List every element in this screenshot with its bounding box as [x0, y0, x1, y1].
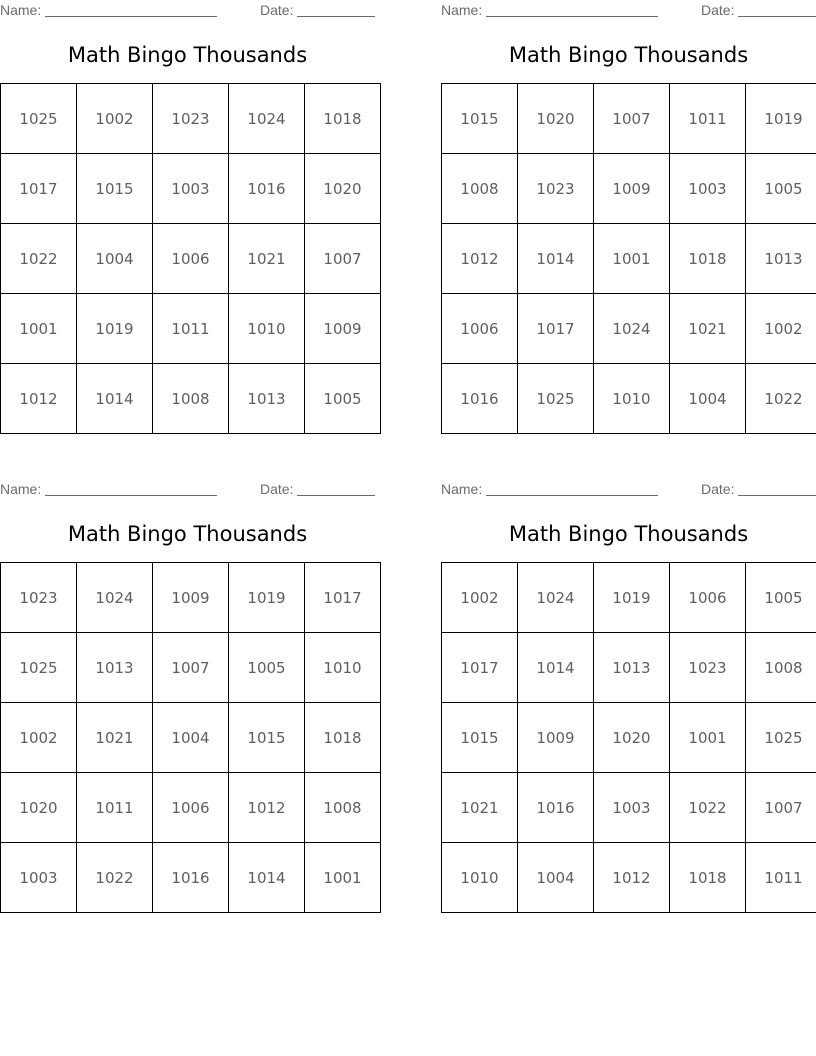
name-date-row [0, 481, 375, 499]
grid-row [442, 703, 816, 773]
grid-cell: 1006 [670, 563, 746, 633]
bingo-grid [441, 83, 816, 434]
grid-cell: 1009 [518, 703, 594, 773]
grid-cell: 1010 [229, 294, 305, 364]
grid-cell: 1018 [670, 843, 746, 913]
grid-cell: 1004 [518, 843, 594, 913]
grid-row [1, 364, 381, 434]
name-date-row [0, 2, 375, 20]
grid-row [1, 294, 381, 364]
date-blank-line [297, 16, 375, 17]
grid-cell: 1023 [670, 633, 746, 703]
date-label: Date: [701, 481, 735, 497]
grid-cell: 1014 [77, 364, 153, 434]
card-title: Math Bingo Thousands [67, 522, 308, 546]
grid-cell: 1016 [518, 773, 594, 843]
grid-cell: 1007 [746, 773, 816, 843]
grid-cell: 1001 [670, 703, 746, 773]
grid-cell: 1007 [153, 633, 229, 703]
grid-row [1, 703, 381, 773]
grid-row [442, 224, 816, 294]
grid-cell: 1017 [518, 294, 594, 364]
grid-row [1, 84, 381, 154]
grid-row [442, 294, 816, 364]
grid-cell: 1016 [229, 154, 305, 224]
grid-cell: 1016 [442, 364, 518, 434]
grid-cell: 1024 [229, 84, 305, 154]
grid-cell: 1005 [305, 364, 381, 434]
grid-cell: 1019 [746, 84, 816, 154]
grid-row [1, 843, 381, 913]
grid-cell: 1021 [229, 224, 305, 294]
grid-cell: 1001 [1, 294, 77, 364]
grid-cell: 1008 [305, 773, 381, 843]
grid-cell: 1005 [229, 633, 305, 703]
card-title: Math Bingo Thousands [508, 43, 749, 67]
grid-row [442, 364, 816, 434]
grid-cell: 1011 [670, 84, 746, 154]
grid-row [442, 84, 816, 154]
grid-cell: 1018 [305, 703, 381, 773]
grid-cell: 1015 [77, 154, 153, 224]
name-blank-line [486, 16, 658, 17]
name-label: Name: [0, 481, 42, 497]
grid-cell: 1022 [77, 843, 153, 913]
grid-cell: 1005 [746, 154, 816, 224]
name-blank-line [45, 16, 217, 17]
grid-cell: 1004 [670, 364, 746, 434]
name-blank-line [45, 495, 217, 496]
grid-cell: 1014 [229, 843, 305, 913]
bingo-grid [0, 562, 381, 913]
card-title: Math Bingo Thousands [67, 43, 308, 67]
grid-cell: 1019 [77, 294, 153, 364]
grid-cell: 1025 [1, 633, 77, 703]
grid-row [1, 773, 381, 843]
grid-cell: 1009 [153, 563, 229, 633]
grid-row [442, 633, 816, 703]
grid-cell: 1022 [670, 773, 746, 843]
grid-cell: 1017 [442, 633, 518, 703]
grid-cell: 1011 [746, 843, 816, 913]
grid-cell: 1019 [229, 563, 305, 633]
grid-row [1, 633, 381, 703]
grid-cell: 1022 [746, 364, 816, 434]
grid-cell: 1006 [442, 294, 518, 364]
grid-cell: 1006 [153, 224, 229, 294]
grid-cell: 1012 [1, 364, 77, 434]
name-date-row [441, 2, 816, 20]
grid-cell: 1010 [305, 633, 381, 703]
grid-cell: 1022 [1, 224, 77, 294]
grid-cell: 1021 [77, 703, 153, 773]
bingo-card [0, 0, 375, 435]
date-label: Date: [260, 2, 294, 18]
grid-cell: 1020 [305, 154, 381, 224]
grid-cell: 1008 [153, 364, 229, 434]
grid-cell: 1025 [1, 84, 77, 154]
grid-cell: 1024 [518, 563, 594, 633]
grid-cell: 1002 [442, 563, 518, 633]
grid-cell: 1021 [442, 773, 518, 843]
grid-cell: 1001 [305, 843, 381, 913]
grid-cell: 1019 [594, 563, 670, 633]
card-title: Math Bingo Thousands [508, 522, 749, 546]
grid-cell: 1007 [594, 84, 670, 154]
grid-cell: 1014 [518, 633, 594, 703]
grid-cell: 1012 [229, 773, 305, 843]
grid-cell: 1023 [1, 563, 77, 633]
grid-cell: 1009 [594, 154, 670, 224]
grid-cell: 1010 [442, 843, 518, 913]
bingo-grid [441, 562, 816, 913]
grid-cell: 1021 [670, 294, 746, 364]
name-date-row [441, 481, 816, 499]
grid-cell: 1006 [153, 773, 229, 843]
grid-row [442, 843, 816, 913]
grid-cell: 1020 [1, 773, 77, 843]
grid-cell: 1011 [77, 773, 153, 843]
grid-cell: 1003 [1, 843, 77, 913]
bingo-card [441, 0, 816, 435]
grid-row [442, 154, 816, 224]
grid-row [1, 563, 381, 633]
grid-cell: 1005 [746, 563, 816, 633]
date-blank-line [297, 495, 375, 496]
grid-cell: 1023 [518, 154, 594, 224]
grid-cell: 1013 [229, 364, 305, 434]
bingo-card [0, 479, 375, 914]
grid-cell: 1003 [594, 773, 670, 843]
date-label: Date: [260, 481, 294, 497]
grid-cell: 1012 [442, 224, 518, 294]
bingo-card [441, 479, 816, 914]
grid-cell: 1010 [594, 364, 670, 434]
grid-cell: 1002 [746, 294, 816, 364]
name-label: Name: [0, 2, 42, 18]
grid-cell: 1025 [746, 703, 816, 773]
name-label: Name: [441, 481, 483, 497]
grid-row [1, 224, 381, 294]
grid-cell: 1008 [746, 633, 816, 703]
grid-cell: 1012 [594, 843, 670, 913]
grid-cell: 1015 [442, 703, 518, 773]
grid-cell: 1002 [77, 84, 153, 154]
grid-cell: 1002 [1, 703, 77, 773]
grid-cell: 1020 [594, 703, 670, 773]
grid-cell: 1025 [518, 364, 594, 434]
grid-cell: 1007 [305, 224, 381, 294]
grid-row [1, 154, 381, 224]
grid-cell: 1023 [153, 84, 229, 154]
grid-cell: 1018 [670, 224, 746, 294]
grid-cell: 1004 [77, 224, 153, 294]
grid-cell: 1009 [305, 294, 381, 364]
date-blank-line [738, 16, 816, 17]
name-label: Name: [441, 2, 483, 18]
grid-cell: 1015 [442, 84, 518, 154]
name-blank-line [486, 495, 658, 496]
date-label: Date: [701, 2, 735, 18]
grid-cell: 1013 [594, 633, 670, 703]
grid-cell: 1003 [670, 154, 746, 224]
grid-cell: 1017 [305, 563, 381, 633]
grid-cell: 1018 [305, 84, 381, 154]
grid-cell: 1001 [594, 224, 670, 294]
grid-cell: 1015 [229, 703, 305, 773]
grid-row [442, 563, 816, 633]
grid-cell: 1011 [153, 294, 229, 364]
grid-cell: 1014 [518, 224, 594, 294]
grid-row [442, 773, 816, 843]
grid-cell: 1008 [442, 154, 518, 224]
grid-cell: 1020 [518, 84, 594, 154]
grid-cell: 1013 [77, 633, 153, 703]
grid-cell: 1003 [153, 154, 229, 224]
grid-cell: 1013 [746, 224, 816, 294]
grid-cell: 1004 [153, 703, 229, 773]
grid-cell: 1024 [594, 294, 670, 364]
grid-cell: 1024 [77, 563, 153, 633]
grid-cell: 1017 [1, 154, 77, 224]
bingo-grid [0, 83, 381, 434]
date-blank-line [738, 495, 816, 496]
grid-cell: 1016 [153, 843, 229, 913]
